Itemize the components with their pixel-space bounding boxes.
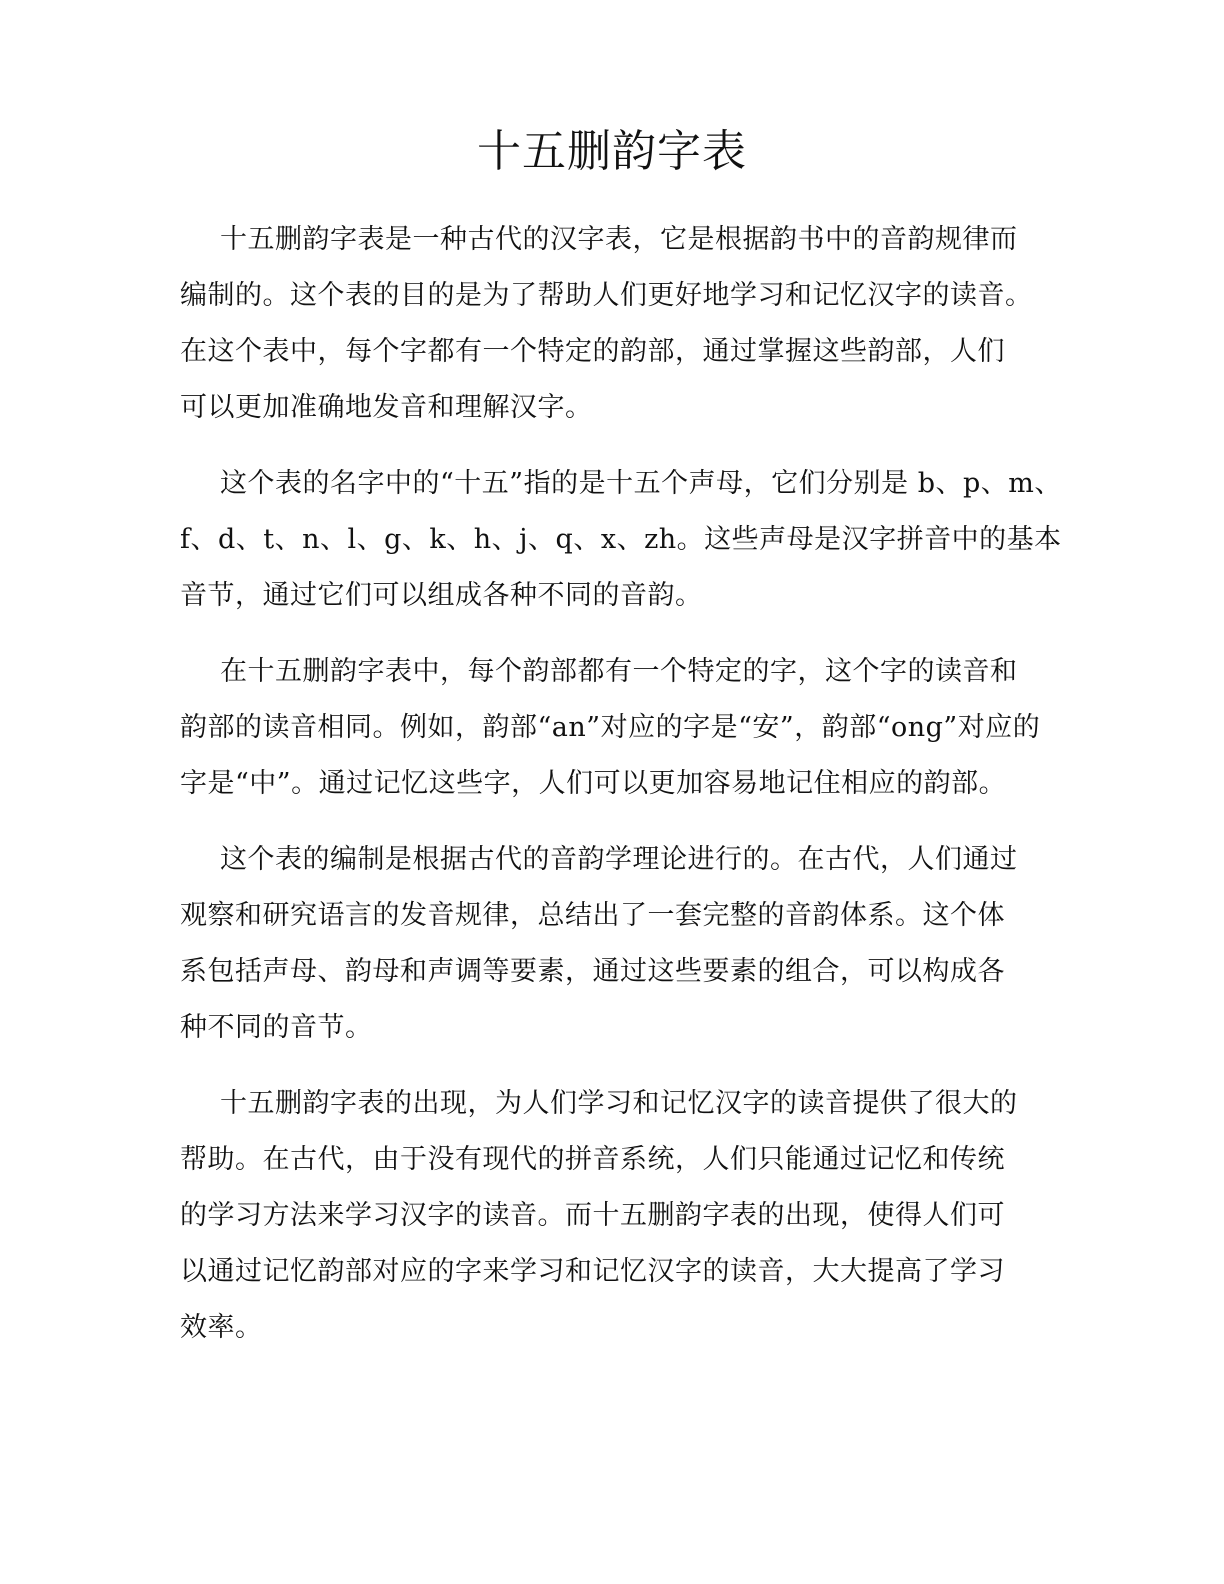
text-line: 观察和研究语言的发音规律，总结出了一套完整的音韵体系。这个体 bbox=[180, 900, 1005, 931]
text-line: 十五删韵字表的出现，为人们学习和记忆汉字的读音提供了很大的 bbox=[220, 1088, 1018, 1119]
text-line: 十五删韵字表是一种古代的汉字表，它是根据韵书中的音韵规律而 bbox=[220, 224, 1018, 255]
text-line: 种不同的音节。 bbox=[180, 1012, 373, 1043]
text-line: 字是“中”。通过记忆这些字，人们可以更加容易地记住相应的韵部。 bbox=[180, 768, 1007, 799]
page-title: 十五删韵字表 bbox=[477, 126, 747, 177]
text-line: 音节，通过它们可以组成各种不同的音韵。 bbox=[180, 580, 703, 611]
text-line: 韵部的读音相同。例如，韵部“an”对应的字是“安”，韵部“ong”对应的 bbox=[180, 712, 1041, 743]
text-line: 编制的。这个表的目的是为了帮助人们更好地学习和记忆汉字的读音。 bbox=[180, 280, 1033, 311]
text-line: 这个表的名字中的“十五”指的是十五个声母，它们分别是 b、p、m、 bbox=[220, 468, 1062, 499]
text-line: 系包括声母、韵母和声调等要素，通过这些要素的组合，可以构成各 bbox=[180, 956, 1005, 987]
text-line: 帮助。在古代，由于没有现代的拼音系统，人们只能通过记忆和传统 bbox=[180, 1144, 1005, 1175]
text-line: 效率。 bbox=[180, 1312, 263, 1343]
text-line: f、d、t、n、l、g、k、h、j、q、x、zh。这些声母是汉字拼音中的基本 bbox=[180, 524, 1062, 555]
paragraph-4 bbox=[180, 832, 1060, 1056]
text-line: 的学习方法来学习汉字的读音。而十五删韵字表的出现，使得人们可 bbox=[180, 1200, 1005, 1231]
text-line: 可以更加准确地发音和理解汉字。 bbox=[180, 392, 593, 423]
paragraph-2 bbox=[180, 456, 1060, 624]
paragraph-3 bbox=[180, 644, 1060, 812]
text-line: 以通过记忆韵部对应的字来学习和记忆汉字的读音，大大提高了学习 bbox=[180, 1256, 1005, 1287]
text-line: 在这个表中，每个字都有一个特定的韵部，通过掌握这些韵部，人们 bbox=[180, 336, 1005, 367]
paragraph-1 bbox=[180, 212, 1060, 436]
text-line: 在十五删韵字表中，每个韵部都有一个特定的字，这个字的读音和 bbox=[220, 656, 1018, 687]
document-body bbox=[180, 212, 1060, 1376]
text-line: 这个表的编制是根据古代的音韵学理论进行的。在古代，人们通过 bbox=[220, 844, 1018, 875]
paragraph-5 bbox=[180, 1076, 1060, 1356]
